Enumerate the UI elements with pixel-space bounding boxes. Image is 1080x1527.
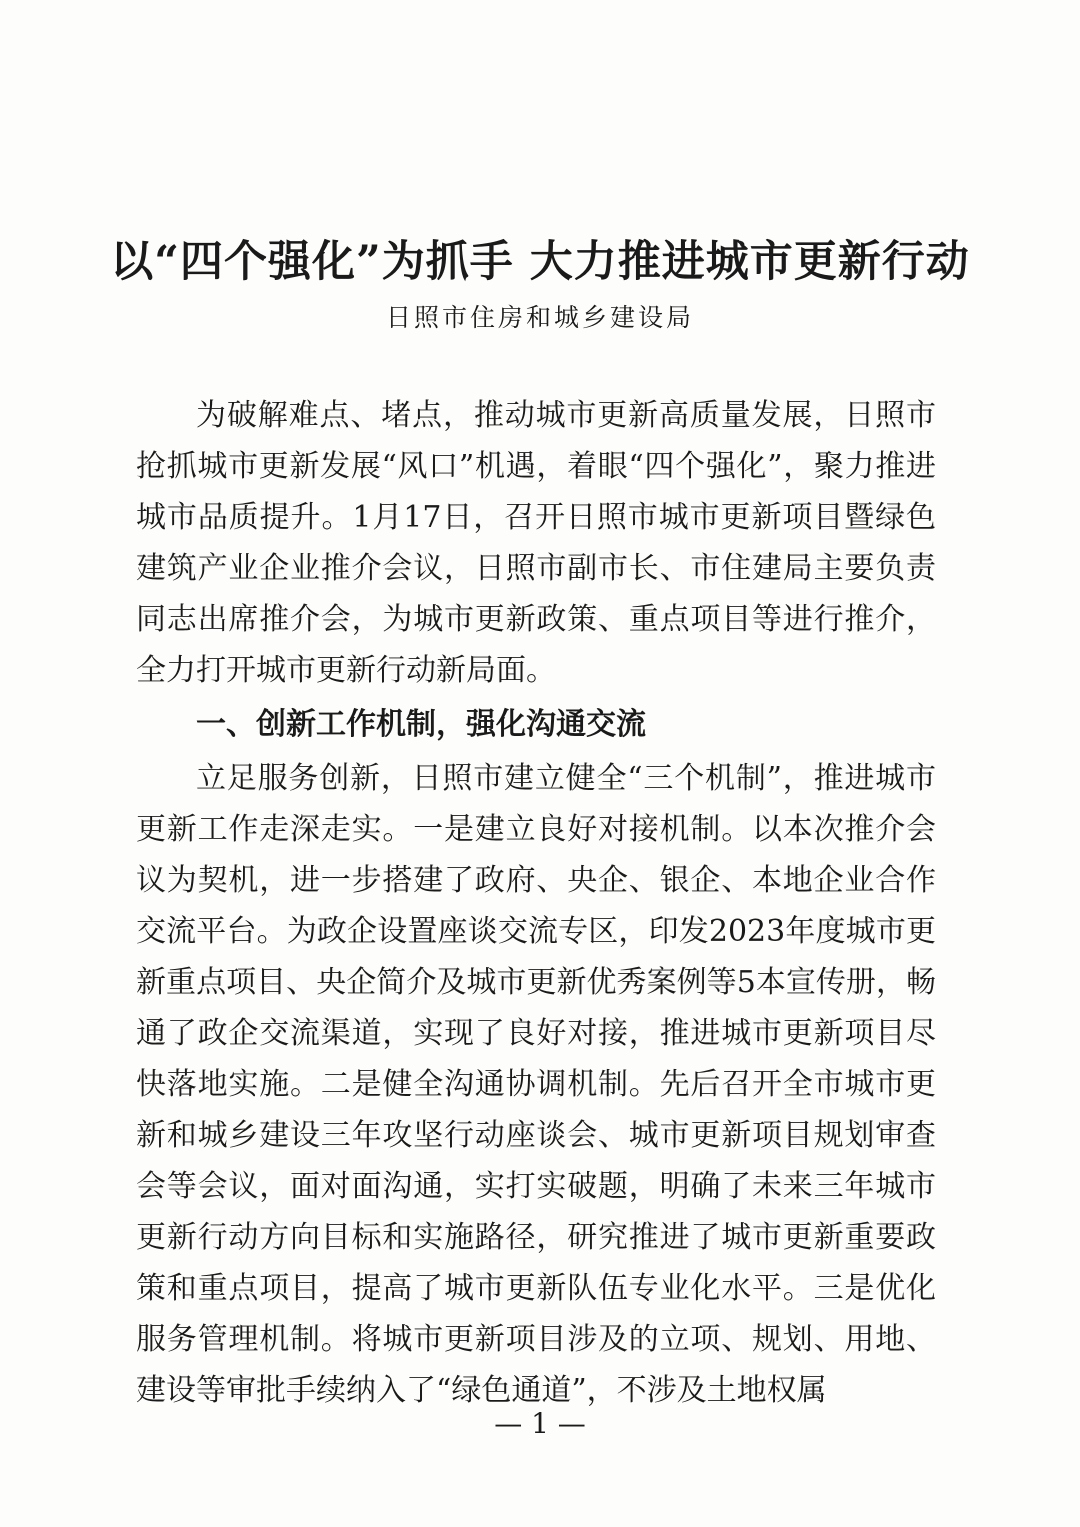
document-body [136, 390, 936, 1416]
document-author: 日照市住房和城乡建设局 [385, 303, 694, 332]
paragraph-intro: 为破解难点、堵点，推动城市更新高质量发展，日照市抢抓城市更新发展“风口”机遇，着眼“四个强化”，聚力推进城市品质提升。1月17日，召开日照市城市更新项目暨绿色建筑产业企业推介会议，日照市副市长、市住建局主要负责同志出席推介会，为城市更新政策、重点项目等进行推介，全力打开城市更新行动新局面。 [136, 398, 936, 688]
document-title: 以“四个强化”为抓手 大力推进城市更新行动 [110, 237, 970, 287]
section-heading-1: 一、创新工作机制，强化沟通交流 [196, 707, 646, 742]
page-number: — 1 — [494, 1407, 586, 1440]
paragraph-section-1: 立足服务创新，日照市建立健全“三个机制”，推进城市更新工作走深走实。一是建立良好对接机制。以本次推介会议为契机，进一步搭建了政府、央企、银企、本地企业合作交流平台。为政企设置座谈交流专区，印发2023年度城市更新重点项目、央企简介及城市更新优秀案例等5本宣传册，畅通了政企交流渠道，实现了良好对接，推进城市更新项目尽快落地实施。二是健全沟通协调机制。先后召开全市城市更新和城乡建设三年攻坚行动座谈会、城市更新项目规划审查会等会议，面对面沟通，实打实破题，明确了未来三年城市更新行动方向目标和实施路径，研究推进了城市更新重要政策和重点项目，提高了城市更新队伍专业化水平。三是优化服务管理机制。将城市更新项目涉及的立项、规划、用地、建设等审批手续纳入了“绿色通道”，不涉及土地权属 [136, 761, 936, 1408]
